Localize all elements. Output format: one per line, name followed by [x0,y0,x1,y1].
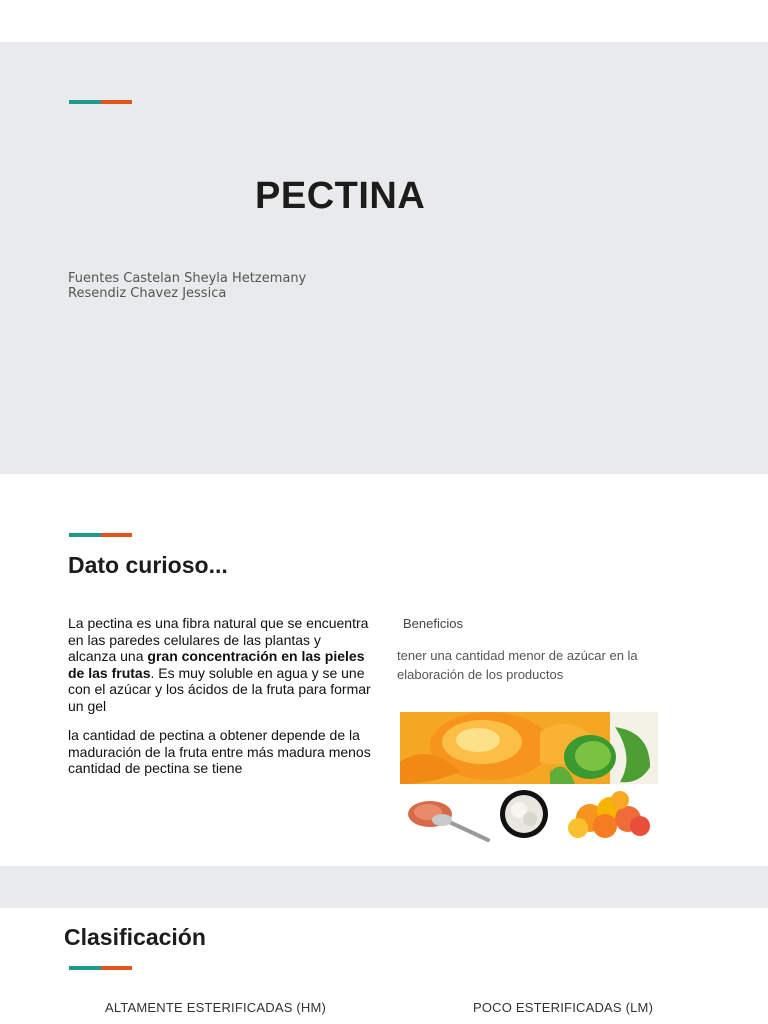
slide-separator [0,866,768,908]
title-slide [0,42,768,474]
dato-curioso-slide [0,474,768,866]
presentation-title: PECTINA [255,175,426,217]
slide-heading: Dato curioso... [68,552,228,578]
clasificacion-slide [0,908,768,1024]
paragraph-2: la cantidad de pectina a obtener depende de la maduración de la fruta entre más madura menos cantidad de pectina se tiene [68,727,371,777]
accent-bar [69,533,132,537]
pectin-powder-image [500,790,548,838]
paragraph-1: La pectina es una fibra natural que se encuentra en las paredes celulares de las plantas y alcanza una gran concentración en las pieles de las frutas. Es muy soluble en agua y se une con el azúcar y los ácidos de la fruta para formar un gel [68,615,371,714]
beneficios-text: tener una cantidad menor de azúcar en la elaboración de los productos [397,648,638,682]
beneficios-label: Beneficios [403,616,463,631]
citrus-fruits-image [568,791,650,838]
jam-spoon-image [408,801,488,840]
author-name: Resendiz Chavez Jessica [68,286,227,301]
accent-bar [69,100,132,104]
fruit-image-collage [400,712,658,847]
author-list [68,271,306,301]
highlight-text: gran concentración en las pieles de las frutas [68,648,365,681]
author-name: Fuentes Castelan Sheyla Hetzemany [68,271,307,286]
slide-heading: Clasificación [64,924,206,950]
classification-lm: POCO ESTERIFICADAS (LM) [473,1000,654,1015]
citrus-peel-image [400,712,658,784]
classification-hm: ALTAMENTE ESTERIFICADAS (HM) [105,1000,327,1015]
accent-bar [69,966,132,970]
